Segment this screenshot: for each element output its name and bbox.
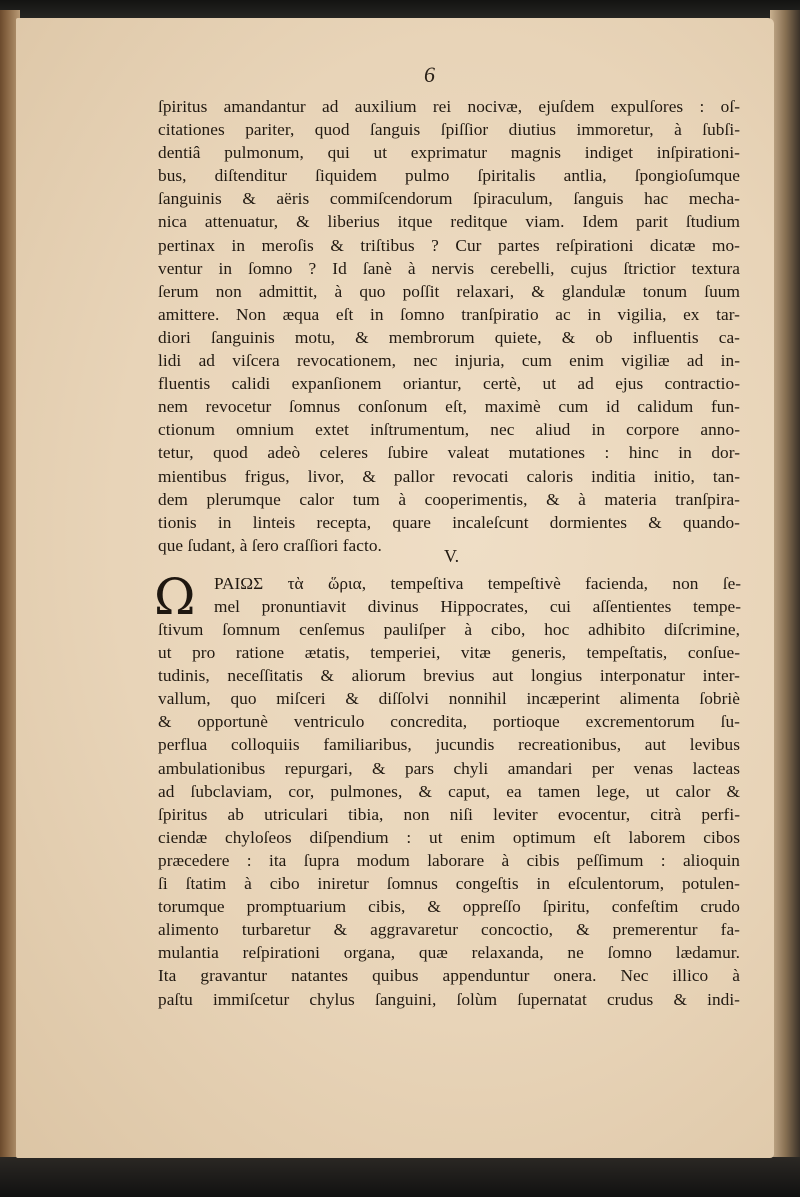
drop-cap: Ω <box>154 568 196 626</box>
section-number: V. <box>444 546 460 566</box>
text-line: diori ſanguinis motu, & membrorum quiete, & ob influentis ca- <box>158 327 740 347</box>
text-line: ΡΑΙΩΣ τὰ ὥρια, tempeſtiva tempeſtivè facienda, non ſe- <box>214 574 741 593</box>
text-line: dem plerumque calor tum à cooperimentis, & à materia tranſpira- <box>158 489 740 509</box>
text-line: ſpiritus ab utriculari tibia, non niſi leviter evocentur, citrà perfi- <box>158 804 740 824</box>
text-line: præcedere : ita ſupra modum laborare à cibis peſſimum : alioquin <box>158 850 740 870</box>
text-line: bus, diſtenditur ſiquidem pulmo ſpiritalis antlia, ſpongioſumque <box>158 166 740 186</box>
text-line: que ſudant, à ſero craſſiori facto. <box>158 535 382 555</box>
text-line: citationes pariter, quod ſanguis ſpiſſior diutius immoretur, à ſubſi- <box>158 120 740 140</box>
text-line: ciendæ chyloſeos diſpendium : ut enim optimum eſt laborem cibos <box>158 827 740 847</box>
text-line: torumque promptuarium cibis, & oppreſſo ſpiritu, confeſtim crudo <box>158 897 740 917</box>
text-line: paſtu immiſcetur chylus ſanguini, ſolùm ſupernatat crudus & indi- <box>158 989 740 1009</box>
text-line: tionis in linteis recepta, quare incaleſcunt dormientes & quando- <box>158 512 740 532</box>
book-bottom-edge <box>0 1157 800 1197</box>
text-line: fluentis calidi expanſionem oriantur, certè, ut ad ejus contractio- <box>158 374 740 394</box>
text-line: ut pro ratione ætatis, temperiei, vitæ generis, tempeſtatis, conſue- <box>158 643 740 663</box>
text-line: amittere. Non æqua eſt in ſomno tranſpiratio ac in vigilia, ex tar- <box>158 304 740 324</box>
text-line: mulantia reſpirationi organa, quæ relaxanda, ne ſomno lædamur. <box>158 943 740 963</box>
text-line: ambulationibus repurgari, & pars chyli amandari per venas lacteas <box>158 758 740 778</box>
text-line: ad ſubclaviam, cor, pulmones, & caput, ea tamen lege, ut calor & <box>158 781 740 801</box>
text-line: ſerum non admittit, à quo poſſit relaxari, & glandulæ tonum ſuum <box>158 281 740 301</box>
paragraph-two-opening <box>214 572 741 618</box>
text-line: mel pronuntiavit divinus Hippocrates, cui aſſentientes tempe- <box>214 597 741 617</box>
text-line: nem revocetur ſomnus conſonum eſt, maximè cum id calidum fun- <box>158 397 740 417</box>
paragraph-two <box>158 618 740 1011</box>
page-number: 6 <box>424 62 435 87</box>
text-line: dentiâ pulmonum, qui ut exprimatur magnis indiget inſpirationi- <box>158 143 740 163</box>
text-line: pertinax in meroſis & triſtibus ? Cur partes reſpirationi dicatæ mo- <box>158 235 740 255</box>
text-line: alimento turbaretur & aggravaretur concoctio, & premerentur fa- <box>158 920 740 940</box>
text-line: tetur, quod adeò celeres ſubire valeat mutationes : hinc in dor- <box>158 443 740 463</box>
text-line: ctionum omnium extet inſtrumentum, nec aliud in corpore anno- <box>158 420 740 440</box>
text-line: lidi ad viſcera revocationem, nec injuria, cum enim vigiliæ ad in- <box>158 351 740 371</box>
text-line: ſi ſtatim à cibo iniretur ſomnus congeſtis in eſculentorum, potulen- <box>158 874 740 894</box>
paragraph-one <box>158 95 740 557</box>
text-line: ſpiritus amandantur ad auxilium rei nocivæ, ejuſdem expulſores : oſ- <box>158 97 740 116</box>
text-line: & opportunè ventriculo concredita, portioque excrementorum ſu- <box>158 712 740 732</box>
text-line: tudinis, neceſſitatis & aliorum brevius aut longius interponatur inter- <box>158 666 740 686</box>
text-line: nica attenuatur, & liberius itque reditque viam. Idem parit ſtudium <box>158 212 740 232</box>
text-line: ventur in ſomno ? Id ſanè à nervis cerebelli, cujus ſtrictior textura <box>158 258 740 278</box>
text-line: ſtivum ſomnum cenſemus pauliſper à cibo, hoc adhibito diſcrimine, <box>158 620 740 639</box>
text-line: ſanguinis & aëris commiſcendorum ſpiraculum, ſanguis hac mecha- <box>158 189 740 209</box>
text-line: Ita gravantur natantes quibus appenduntur onera. Nec illico à <box>158 966 740 986</box>
text-line: mientibus frigus, livor, & pallor revocati caloris inditia initio, tan- <box>158 466 740 486</box>
text-line: perflua colloquiis familiaribus, jucundis recreationibus, aut levibus <box>158 735 740 755</box>
text-line: vallum, quo miſceri & diſſolvi nonnihil incæperint alimenta ſobriè <box>158 689 740 709</box>
page-fore-edge <box>770 10 800 1197</box>
